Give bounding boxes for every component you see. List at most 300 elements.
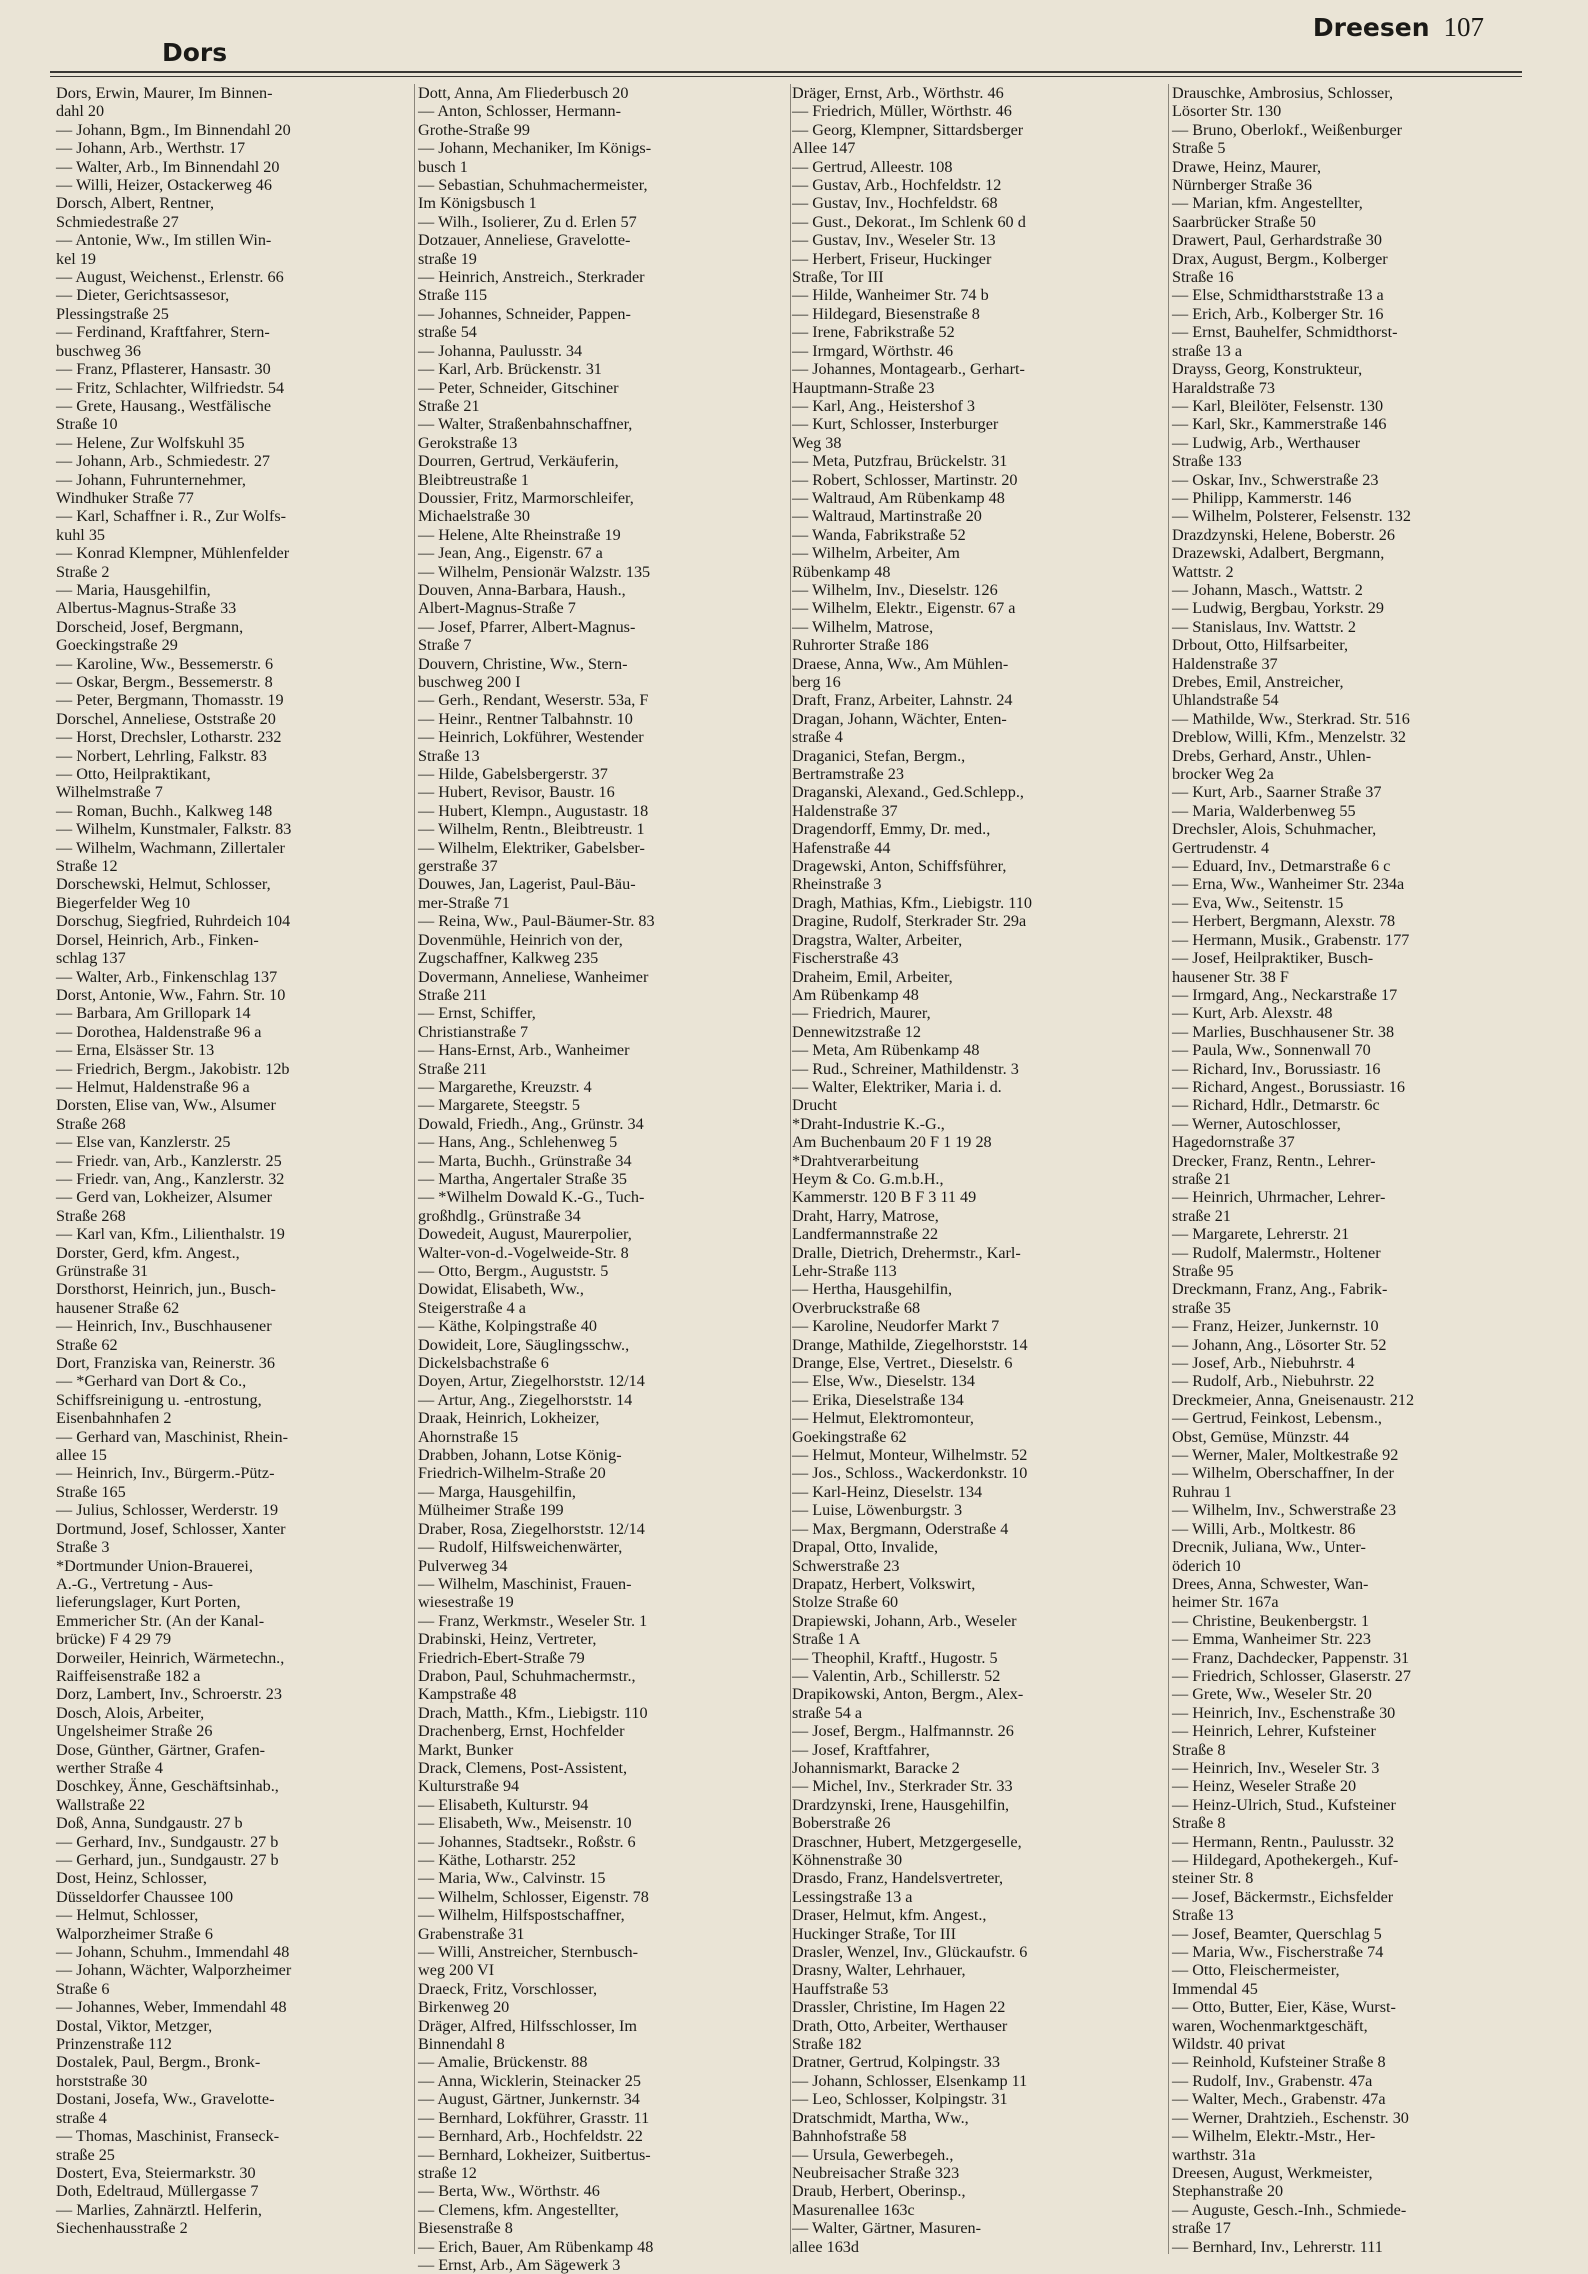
directory-line: Schmiedestraße 27 [56,212,179,231]
directory-line: Drebes, Emil, Anstreicher, [1172,673,1344,691]
directory-line: — Irmgard, Ang., Neckarstraße 17 [1172,985,1398,1004]
directory-line: — Barbara, Am Grillopark 14 [56,1004,251,1023]
directory-line: Walter-von-d.-Vogelweide-Str. 8 [418,1243,629,1262]
directory-line: Kampstraße 48 [418,1685,517,1704]
directory-line: Straße 13 [1172,1906,1234,1925]
directory-line: — Wilhelm, Pensionär Walzstr. 135 [418,562,651,581]
directory-line: Bahnhofstraße 58 [792,2127,907,2146]
directory-line: Ungelsheimer Straße 26 [56,1722,213,1741]
directory-line: Biegerfelder Weg 10 [56,893,191,912]
directory-line: — August, Gärtner, Junkernstr. 34 [418,2090,640,2109]
directory-line: Dowald, Friedh., Ang., Grünstr. 34 [418,1114,644,1133]
directory-line: Straße 268 [56,1206,126,1225]
directory-line: Dräger, Ernst, Arb., Wörthstr. 46 [792,84,1004,102]
directory-line: Straße 8 [1172,1814,1226,1833]
directory-line: — Gerh., Rendant, Weserstr. 53a, F [418,691,649,710]
directory-line: — Ferdinand, Kraftfahrer, Stern- [56,323,270,342]
directory-line: Hafenstraße 44 [792,838,891,857]
directory-line: straße 19 [418,249,477,268]
directory-line: Straße 165 [56,1482,126,1501]
directory-line: Biesenstraße 8 [418,2219,513,2238]
directory-line: — Wilhelm, Oberschaffner, In der [1172,1464,1394,1483]
directory-line: Dose, Günther, Gärtner, Grafen- [56,1740,266,1759]
directory-line: Wattstr. 2 [1172,562,1234,581]
header-rule [50,71,1522,73]
directory-line: Drbout, Otto, Hilfsarbeiter, [1172,636,1349,655]
directory-line: — Margarete, Steegstr. 5 [418,1096,580,1115]
directory-line: — Wilhelm, Arbeiter, Am [792,544,960,563]
directory-line: Drasdo, Franz, Handelsvertreter, [792,1869,1004,1888]
directory-line: Dreckmeier, Anna, Gneisenaustr. 212 [1172,1390,1415,1409]
directory-line: Pulverweg 34 [418,1556,508,1575]
directory-line: — Josef, Bäckermstr., Eichsfelder [1172,1887,1394,1906]
directory-line: — Margarethe, Kreuzstr. 4 [418,1077,592,1096]
directory-line: Drawe, Heinz, Maurer, [1172,157,1322,176]
directory-line: straße 54 [418,323,477,342]
directory-line: Draese, Anna, Ww., Am Mühlen- [792,654,1009,673]
directory-line: Dostalek, Paul, Bergm., Bronk- [56,2053,261,2072]
directory-line: Schiffsreinigung u. -entrostung, [56,1390,262,1409]
directory-line: Dost, Heinz, Schlosser, [56,1869,207,1888]
directory-line: Michaelstraße 30 [418,507,530,526]
directory-line: — Norbert, Lehrling, Falkstr. 83 [56,746,267,765]
directory-line: Drapal, Otto, Invalide, [792,1538,939,1557]
directory-line: Dowidat, Elisabeth, Ww., [418,1280,584,1299]
directory-line: — Helene, Zur Wolfskuhl 35 [56,433,245,452]
directory-line: A.-G., Vertretung - Aus- [56,1574,214,1593]
directory-line: Drath, Otto, Arbeiter, Werthauser [792,2016,1008,2035]
directory-line: — Thomas, Maschinist, Franseck- [56,2127,280,2146]
directory-line: Straße 115 [418,286,488,305]
directory-line: Haldenstraße 37 [1172,654,1278,673]
directory-line: großhdlg., Grünstraße 34 [418,1206,581,1225]
directory-line: — Wilhelm, Maschinist, Frauen- [418,1574,632,1593]
directory-line: Raiffeisenstraße 182 a [56,1666,201,1685]
directory-line: — Georg, Klempner, Sittardsberger [792,120,1024,139]
directory-line: — Gerhard, jun., Sundgaustr. 27 b [56,1851,279,1869]
directory-line: — Grete, Ww., Weseler Str. 20 [1172,1685,1372,1704]
directory-line: — Wilhelm, Kunstmaler, Falkstr. 83 [56,820,292,839]
directory-line: — *Wilhelm Dowald K.-G., Tuch- [418,1188,645,1207]
directory-line: — Helmut, Schlosser, [56,1906,199,1925]
directory-line: — Heinrich, Anstreich., Sterkrader [418,268,645,287]
directory-line: — Karoline, Neudorfer Markt 7 [792,1317,1000,1336]
directory-line: — Martha, Angertaler Straße 35 [418,1169,628,1188]
directory-line: Dreckmann, Franz, Ang., Fabrik- [1172,1280,1388,1299]
directory-line: — Reinhold, Kufsteiner Straße 8 [1172,2053,1386,2072]
directory-line: Dorweiler, Heinrich, Wärmetechn., [56,1648,285,1667]
directory-line: — Irene, Fabrikstraße 52 [792,323,955,342]
directory-line: Albert-Magnus-Straße 7 [418,599,576,618]
directory-line: — Oskar, Bergm., Bessemerstr. 8 [56,673,273,691]
directory-line: Drack, Clemens, Post-Assistent, [418,1758,628,1777]
directory-line: — Willi, Anstreicher, Sternbusch- [418,1943,639,1962]
directory-line: Straße 211 [418,1059,488,1078]
directory-line: straße 4 [56,2108,107,2127]
directory-line: Lösorter Str. 130 [1172,102,1282,121]
directory-line: — Maria, Ww., Calvinstr. 15 [418,1869,606,1888]
directory-line: — Horst, Drechsler, Lotharstr. 232 [56,728,282,747]
directory-line: Straße 62 [56,1335,118,1354]
directory-line: — Luise, Löwenburgstr. 3 [792,1501,963,1520]
directory-line: Dreblow, Willi, Kfm., Menzelstr. 32 [1172,728,1407,747]
directory-line: Saarbrücker Straße 50 [1172,212,1316,231]
directory-line: warthstr. 31a [1172,2145,1256,2164]
directory-line: Draheim, Emil, Arbeiter, [792,967,953,986]
directory-line: Drauschke, Ambrosius, Schlosser, [1172,84,1394,102]
directory-line: — Else, Ww., Dieselstr. 134 [792,1372,975,1391]
directory-line: — Hilde, Gabelsbergerstr. 37 [418,765,608,784]
directory-line: — Helmut, Monteur, Wilhelmstr. 52 [792,1446,1028,1465]
directory-line: Dorschel, Anneliese, Oststraße 20 [56,709,276,728]
directory-line: — Gustav, Inv., Hochfeldstr. 68 [792,194,998,213]
directory-line: — Karl, Arb. Brückenstr. 31 [418,360,602,379]
directory-line: — Rudolf, Hilfsweichenwärter, [418,1538,623,1557]
directory-line: horststraße 30 [56,2071,148,2090]
directory-line: Dort, Franziska van, Reinerstr. 36 [56,1354,275,1373]
directory-line: — Maria, Walderbenweg 55 [1172,801,1356,820]
directory-line: — Erich, Arb., Kolberger Str. 16 [1172,304,1384,323]
directory-line: Rheinstraße 3 [792,875,882,894]
directory-line: — Elisabeth, Kulturstr. 94 [418,1795,589,1814]
directory-line: Zugschaffner, Kalkweg 235 [418,949,599,968]
directory-line: Dortmund, Josef, Schlosser, Xanter [56,1519,286,1538]
header-right-keyword: Dreesen [1312,13,1430,42]
directory-line: allee 163d [792,2237,859,2256]
directory-line: — Johann, Ang., Lösorter Str. 52 [1172,1335,1387,1354]
directory-line: Huckinger Straße, Tor III [792,1924,956,1943]
directory-line: Dragh, Mathias, Kfm., Liebigstr. 110 [792,893,1032,912]
directory-line: Dowideit, Lore, Säuglingsschw., [418,1335,630,1354]
directory-line: — Richard, Angest., Borussiastr. 16 [1172,1077,1405,1096]
directory-line: Christianstraße 7 [418,1022,529,1041]
directory-line: Fischerstraße 43 [792,949,899,968]
directory-line: — Heinrich, Inv., Eschenstraße 30 [1172,1703,1396,1722]
directory-line: — Werner, Drahtzieh., Eschenstr. 30 [1172,2108,1409,2127]
directory-line: — Waltraud, Am Rübenkamp 48 [792,488,1005,507]
directory-line: Friedrich-Ebert-Straße 79 [418,1648,585,1667]
directory-line: — Hildegard, Biesenstraße 8 [792,304,980,323]
directory-line: steiner Str. 8 [1172,1869,1254,1888]
directory-line: — Johann, Schuhm., Immendahl 48 [56,1943,290,1962]
directory-line: Plessingstraße 25 [56,304,169,323]
directory-line: Dragstra, Walter, Arbeiter, [792,930,963,949]
directory-line: Drapiewski, Johann, Arb., Weseler [792,1611,1017,1630]
directory-line: Dotzauer, Anneliese, Gravelotte- [418,231,631,250]
directory-line: Kammerstr. 120 B F 3 11 49 [792,1188,977,1207]
directory-line: Eisenbahnhafen 2 [56,1409,172,1428]
directory-line: Ruhrorter Straße 186 [792,636,929,655]
directory-line: Dostal, Viktor, Metzger, [56,2016,213,2035]
directory-line: — Wilhelm, Elektr., Eigenstr. 67 a [792,599,1016,618]
directory-line: Drees, Anna, Schwester, Wan- [1172,1574,1369,1593]
directory-line: — August, Weichenst., Erlenstr. 66 [56,268,284,287]
directory-line: Overbruckstraße 68 [792,1298,921,1317]
directory-line: — Philipp, Kammerstr. 146 [1172,488,1352,507]
directory-line: Straße 133 [1172,452,1242,471]
directory-line: — Walter, Gärtner, Masuren- [792,2219,982,2238]
directory-line: Stephanstraße 20 [1172,2182,1284,2201]
directory-line: — Marlies, Buschhausener Str. 38 [1172,1022,1395,1041]
directory-line: Straße 10 [56,415,118,434]
directory-line: Dragan, Johann, Wächter, Enten- [792,709,1007,728]
directory-line: — Dieter, Gerichtsassesor, [56,286,230,305]
directory-line: — Willi, Arb., Moltkestr. 86 [1172,1519,1356,1538]
directory-line: — Friedrich, Müller, Wörthstr. 46 [792,102,1012,121]
directory-line: straße 54 a [792,1703,863,1722]
directory-line: Düsseldorfer Chaussee 100 [56,1887,234,1906]
directory-line: — Bernhard, Arb., Hochfeldstr. 22 [418,2127,643,2146]
directory-line: — Theophil, Kraftf., Hugostr. 5 [792,1648,998,1667]
directory-line: — Rudolf, Inv., Grabenstr. 47a [1172,2071,1373,2090]
directory-line: — Waltraud, Martinstraße 20 [792,507,982,526]
directory-line: Draganski, Alexand., Ged.Schlepp., [792,783,1024,802]
directory-line: — Heinrich, Inv., Weseler Str. 3 [1172,1758,1380,1777]
directory-line: — Gerd van, Lokheizer, Alsumer [56,1188,273,1207]
directory-line: Dorscheid, Josef, Bergmann, [56,617,244,636]
directory-line: — Ernst, Schiffer, [418,1004,536,1023]
directory-line: — Peter, Bergmann, Thomasstr. 19 [56,691,284,710]
directory-line: — Bernhard, Lokheizer, Suitbertus- [418,2145,651,2164]
directory-line: *Dortmunder Union-Brauerei, [56,1556,253,1575]
directory-line: — Helmut, Elektromonteur, [792,1409,974,1428]
directory-line: — Wilhelm, Elektriker, Gabelsber- [418,838,645,857]
directory-line: — Johann, Fuhrunternehmer, [56,470,246,489]
directory-line: Bleibtreustraße 1 [418,470,530,489]
directory-line: Drapikowski, Anton, Bergm., Alex- [792,1685,1024,1704]
directory-line: buschweg 36 [56,341,141,360]
directory-line: — Bruno, Oberlokf., Weißenburger [1172,120,1403,139]
directory-line: Doyen, Artur, Ziegelhorststr. 12/14 [418,1372,645,1391]
directory-line: — Wilhelm, Matrose, [792,617,934,636]
directory-line: Dreesen, August, Werkmeister, [1172,2163,1373,2182]
directory-line: — Josef, Heilpraktiker, Busch- [1172,949,1374,968]
directory-line: — Eduard, Inv., Detmarstraße 6 c [1172,857,1391,876]
directory-line: — Friedrich, Schlosser, Glaserstr. 27 [1172,1666,1411,1685]
directory-line: Albertus-Magnus-Straße 33 [56,599,237,618]
directory-line: — Wilhelm, Wachmann, Zillertaler [56,838,285,857]
directory-line: Draganici, Stefan, Bergm., [792,746,966,765]
directory-line: — Roman, Buchh., Kalkweg 148 [56,801,273,820]
directory-line: Douvern, Christine, Ww., Stern- [418,654,628,673]
header-rule-thin [50,76,1522,77]
directory-line: Ahornstraße 15 [418,1427,519,1446]
directory-line: — Hans, Ang., Schlehenweg 5 [418,1133,618,1152]
directory-line: — Johann, Schlosser, Elsenkamp 11 [792,2071,1028,2090]
directory-line: — Sebastian, Schuhmachermeister, [418,176,648,195]
directory-line: Straße 8 [1172,1740,1226,1759]
directory-line: — Karoline, Ww., Bessemerstr. 6 [56,654,274,673]
directory-line: — Hubert, Revisor, Baustr. 16 [418,783,615,802]
directory-line: — Meta, Putzfrau, Brückelstr. 31 [792,452,1008,471]
directory-line: — Antonie, Ww., Im stillen Win- [56,231,272,250]
directory-line: — Irmgard, Wörthstr. 46 [792,341,954,360]
directory-line: Bertramstraße 23 [792,765,904,784]
directory-line: — Marlies, Zahnärztl. Helferin, [56,2200,262,2219]
directory-line: Dowedeit, August, Maurerpolier, [418,1225,632,1244]
directory-line: — Gust., Dekorat., Im Schlenk 60 d [792,212,1026,231]
directory-line: — Wilhelm, Hilfspostschaffner, [418,1906,625,1925]
directory-line: Drax, August, Bergm., Kolberger [1172,249,1388,268]
directory-line: Drecnik, Juliana, Ww., Unter- [1172,1538,1366,1557]
directory-line: Drach, Matth., Kfm., Liebigstr. 110 [418,1703,648,1722]
directory-line: — Johannes, Schneider, Pappen- [418,304,631,323]
directory-line: — Wilhelm, Rentn., Bleibtreustr. 1 [418,820,645,839]
directory-line: — Heinrich, Inv., Buschhausener [56,1317,272,1336]
directory-line: Ruhrau 1 [1172,1482,1232,1501]
directory-line: Dostert, Eva, Steiermarkstr. 30 [56,2163,256,2182]
directory-line: Im Königsbusch 1 [418,194,537,213]
directory-line: Immendal 45 [1172,1979,1258,1998]
directory-line: Draak, Heinrich, Lokheizer, [418,1409,600,1428]
directory-column-2 [418,84,780,2274]
directory-line: — Peter, Schneider, Gitschiner [418,378,619,397]
directory-line: Straße 12 [56,857,118,876]
directory-line: — Helene, Alte Rheinstraße 19 [418,525,621,544]
directory-line: — Gertrud, Alleestr. 108 [792,157,953,176]
directory-line: Dorster, Gerd, kfm. Angest., [56,1243,240,1262]
directory-line: Dragendorff, Emmy, Dr. med., [792,820,991,839]
directory-line: schlag 137 [56,949,126,968]
directory-line: — Hilde, Wanheimer Str. 74 b [792,286,989,305]
directory-line: — Paula, Ww., Sonnenwall 70 [1172,1041,1371,1060]
directory-line: Gertrudenstr. 4 [1172,838,1270,857]
directory-line: — Rud., Schreiner, Mathildenstr. 3 [792,1059,1019,1078]
directory-line: — Walter, Arb., Im Binnendahl 20 [56,157,280,176]
directory-line: — Else van, Kanzlerstr. 25 [56,1133,231,1152]
directory-line: — Franz, Pflasterer, Hansastr. 30 [56,360,271,379]
directory-line: — Walter, Elektriker, Maria i. d. [792,1077,1002,1096]
directory-line: — Kurt, Arb. Alexstr. 48 [1172,1004,1333,1023]
directory-line: Drebs, Gerhard, Anstr., Uhlen- [1172,746,1372,765]
directory-line: Straße 21 [418,396,480,415]
directory-line: Draeck, Fritz, Vorschlosser, [418,1979,598,1998]
directory-line: — Mathilde, Ww., Sterkrad. Str. 516 [1172,709,1410,728]
directory-line: Straße 6 [56,1979,110,1998]
directory-line: — Wilhelm, Schlosser, Eigenstr. 78 [418,1887,649,1906]
directory-line: — Johann, Arb., Schmiedestr. 27 [56,452,271,471]
directory-line: — Gerhard, Inv., Sundgaustr. 27 b [56,1832,279,1851]
directory-line: gerstraße 37 [418,857,498,876]
directory-line: Dorz, Lambert, Inv., Schroerstr. 23 [56,1685,282,1704]
directory-line: Wilhelmstraße 7 [56,783,163,802]
directory-line: — Else, Schmidtharststraße 13 a [1172,286,1384,305]
directory-line: — Heinz, Weseler Straße 20 [1172,1777,1357,1796]
directory-line: Drassler, Christine, Im Hagen 22 [792,1998,1006,2017]
directory-line: Draber, Rosa, Ziegelhorststr. 12/14 [418,1519,645,1538]
directory-line: — Franz, Werkmstr., Weseler Str. 1 [418,1611,648,1630]
directory-line: Haraldstraße 73 [1172,378,1275,397]
directory-line: — Gerhard van, Maschinist, Rhein- [56,1427,288,1446]
directory-line: Köhnenstraße 30 [792,1851,903,1869]
directory-line: — Hermann, Rentn., Paulusstr. 32 [1172,1832,1395,1851]
directory-line: Markt, Bunker [418,1740,514,1759]
directory-line: — Hans-Ernst, Arb., Wanheimer [418,1041,630,1060]
directory-line: — Johannes, Montagearb., Gerhart- [792,360,1025,379]
directory-line: — Josef, Kraftfahrer, [792,1740,930,1759]
directory-line: — Werner, Maler, Moltkestraße 92 [1172,1446,1399,1465]
directory-line: Walporzheimer Straße 6 [56,1924,213,1943]
directory-line: — Artur, Ang., Ziegelhorststr. 14 [418,1390,633,1409]
directory-line: Hagedornstraße 37 [1172,1133,1295,1152]
directory-line: — Ludwig, Bergbau, Yorkstr. 29 [1172,599,1384,618]
directory-line: — Rudolf, Arb., Niebuhrstr. 22 [1172,1372,1375,1391]
header-right [1313,12,1484,43]
directory-line: buschweg 200 I [418,673,521,691]
directory-line: Dräger, Alfred, Hilfsschlosser, Im [418,2016,637,2035]
directory-line: — Käthe, Lotharstr. 252 [418,1851,576,1869]
directory-line: Draschner, Hubert, Metzgergeselle, [792,1832,1022,1851]
directory-line: Lessingstraße 13 a [792,1887,913,1906]
header-left-keyword: Dors [162,38,228,67]
directory-line: Kulturstraße 94 [418,1777,520,1796]
directory-line: Douwes, Jan, Lagerist, Paul-Bäu- [418,875,636,894]
directory-line: — Ernst, Bauhelfer, Schmidthorst- [1172,323,1398,342]
directory-line: Dratschmidt, Martha, Ww., [792,2108,969,2127]
directory-line: — Walter, Mech., Grabenstr. 47a [1172,2090,1386,2109]
directory-line: Dennewitzstraße 12 [792,1022,922,1041]
directory-line: Dorschug, Siegfried, Ruhrdeich 104 [56,912,291,931]
directory-line: — Wilhelm, Elektr.-Mstr., Her- [1172,2127,1376,2146]
directory-line: — Otto, Bergm., Auguststr. 5 [418,1262,609,1280]
page-number: 107 [1443,12,1484,42]
directory-line: Drardzynski, Irene, Hausgehilfin, [792,1795,1010,1814]
directory-line: — Valentin, Arb., Schillerstr. 52 [792,1666,1001,1685]
directory-line: wiesestraße 19 [418,1593,514,1612]
directory-line: Mülheimer Straße 199 [418,1501,564,1520]
directory-line: — Helmut, Haldenstraße 96 a [56,1077,250,1096]
directory-line: — Ernst, Arb., Am Sägewerk 3 [418,2255,621,2274]
directory-line: — Leo, Schlosser, Kolpingstr. 31 [792,2090,1008,2109]
directory-line: Draser, Helmut, kfm. Angest., [792,1906,987,1925]
directory-line: Dralle, Dietrich, Drehermstr., Karl- [792,1243,1021,1262]
directory-line: Prinzenstraße 112 [56,2035,172,2054]
directory-column-4 [1172,84,1534,2254]
directory-line: Drechsler, Alois, Schuhmacher, [1172,820,1377,839]
directory-line: — Kurt, Schlosser, Insterburger [792,415,999,434]
directory-line: hausener Str. 38 F [1172,967,1289,986]
directory-line: — Max, Bergmann, Oderstraße 4 [792,1519,1009,1538]
directory-line: — Heinrich, Uhrmacher, Lehrer- [1172,1188,1386,1207]
directory-line: Drabinski, Heinz, Vertreter, [418,1630,597,1649]
directory-line: — Elisabeth, Ww., Meisenstr. 10 [418,1814,632,1833]
directory-line: — Willi, Heizer, Ostackerweg 46 [56,176,272,195]
directory-line: — Dorothea, Haldenstraße 96 a [56,1022,262,1041]
directory-line: Heym & Co. G.m.b.H., [792,1169,944,1188]
directory-line: — Hildegard, Apothekergeh., Kuf- [1172,1851,1399,1869]
directory-line: Binnendahl 8 [418,2035,505,2054]
directory-line: Straße 16 [1172,268,1234,287]
directory-line: — Emma, Wanheimer Str. 223 [1172,1630,1371,1649]
directory-line: — Hubert, Klempn., Augustastr. 18 [418,801,649,820]
directory-line: — Friedrich, Maurer, [792,1004,931,1023]
directory-line: — Johann, Bgm., Im Binnendahl 20 [56,120,291,139]
directory-line: werther Straße 4 [56,1758,163,1777]
directory-line: — Eva, Ww., Seitenstr. 15 [1172,893,1344,912]
directory-line: — Marian, kfm. Angestellter, [1172,194,1363,213]
directory-line: — Clemens, kfm. Angestellter, [418,2200,619,2219]
directory-line: Friedrich-Wilhelm-Straße 20 [418,1464,606,1483]
directory-line: — Oskar, Inv., Schwerstraße 23 [1172,470,1379,489]
directory-line: Haldenstraße 37 [792,801,898,820]
directory-line: — Gustav, Inv., Weseler Str. 13 [792,231,996,250]
directory-line: — Michel, Inv., Sterkrader Str. 33 [792,1777,1013,1796]
directory-line: Straße, Tor III [792,268,884,287]
directory-line: Drayss, Georg, Konstrukteur, [1172,360,1363,379]
directory-line: — Wilh., Isolierer, Zu d. Erlen 57 [418,212,637,231]
directory-line: Dourren, Gertrud, Verkäuferin, [418,452,619,471]
directory-line: — *Gerhard van Dort & Co., [56,1372,247,1391]
